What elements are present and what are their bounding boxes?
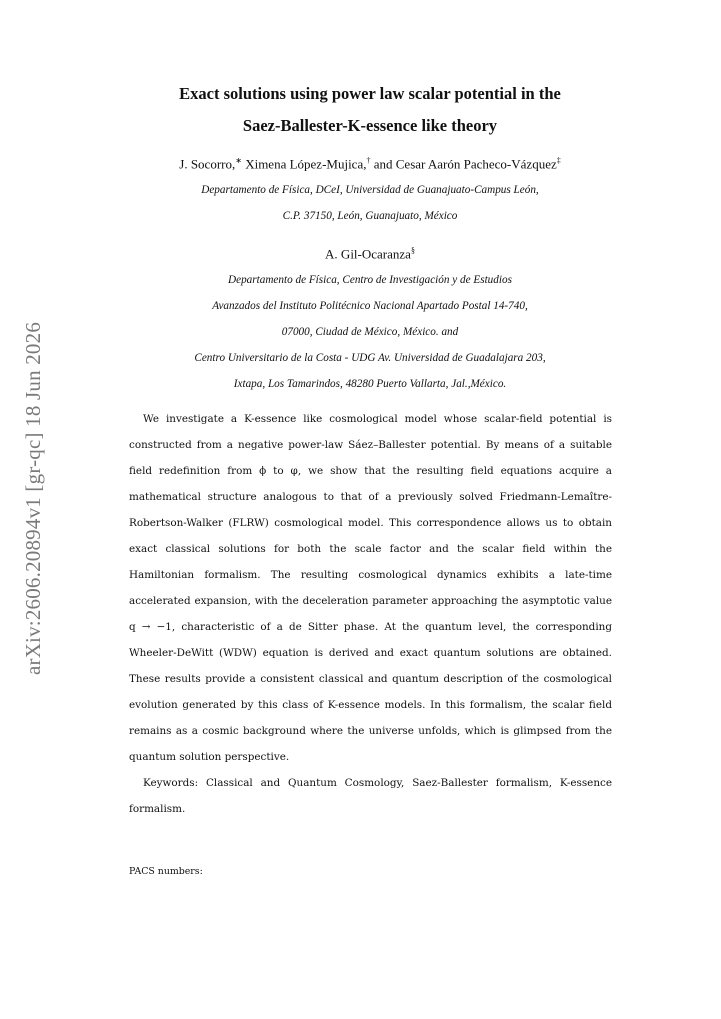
affiliation-line: Centro Universitario de la Costa - UDG Av. Universidad de Guadalajara 203, [194,352,546,364]
author-name: A. Gil-Ocaranza [325,246,411,262]
affiliation-line: Avanzados del Instituto Politécnico Nacional Apartado Postal 14-740, [212,300,528,312]
abstract [129,406,612,822]
arxiv-stamp [14,303,54,693]
author-list [110,156,630,172]
paper-title-line-2: Saez-Ballester-K-essence like theory [242,116,498,135]
keywords: Keywords: Classical and Quantum Cosmology, Saez-Ballester formalism, K-essence formalism. [129,777,612,815]
author-2 [110,246,630,262]
author-footnote-mark: ‡ [556,156,561,165]
affiliation-line: 07000, Ciudad de México, México. and [281,326,459,338]
author-name: and Cesar Aarón Pacheco-Vázquez [373,156,557,172]
affiliation-line: Ixtapa, Los Tamarindos, 48280 Puerto Vallarta, Jal.,México. [233,378,507,390]
paper-title-line-1: Exact solutions using power law scalar potential in the [179,84,561,103]
author-footnote-mark: † [366,156,371,165]
affiliation-line: Departamento de Física, Centro de Investigación y de Estudios [228,274,512,286]
arxiv-stamp-text: arXiv:2606.20894v1 [gr-qc] 18 Jun 2026 [21,321,46,675]
abstract-text: We investigate a K-essence like cosmological model whose scalar-field potential is constructed from a negative power-law Sáez–Ballester potential. By means of a suitable field redefinition from ϕ to φ, we show that the resulting field equations acquire a mathematical structure analogous to that of a previously solved Friedmann-Lemaître-Robertson-Walker (FLRW) cosmological model. This correspondence allows us to obtain exact classical solutions for both the scale factor and the scalar field within the Hamiltonian formalism. The resulting cosmological dynamics exhibits a late-time accelerated expansion, with the deceleration parameter approaching the asymptotic value q → −1, characteristic of a de Sitter phase. At the quantum level, the corresponding Wheeler-DeWitt (WDW) equation is derived and exact quantum solutions are obtained. These results provide a consistent classical and quantum description of the cosmological evolution generated by this class of K-essence models. In this formalism, the scalar field remains as a cosmic background where the universe unfolds, which is glimpsed from the quantum solution perspective. [129,413,612,763]
author-footnote-mark: ∗ [235,156,242,165]
author-footnote-mark: § [410,246,415,255]
affiliation-line: Departamento de Física, DCeI, Universidad de Guanajuato-Campus León, [201,184,539,196]
pacs-numbers: PACS numbers: [129,866,203,877]
author-name: J. Socorro, [179,156,236,172]
affiliation-line: C.P. 37150, León, Guanajuato, México [282,210,458,222]
author-name: Ximena López-Mujica, [245,156,367,172]
